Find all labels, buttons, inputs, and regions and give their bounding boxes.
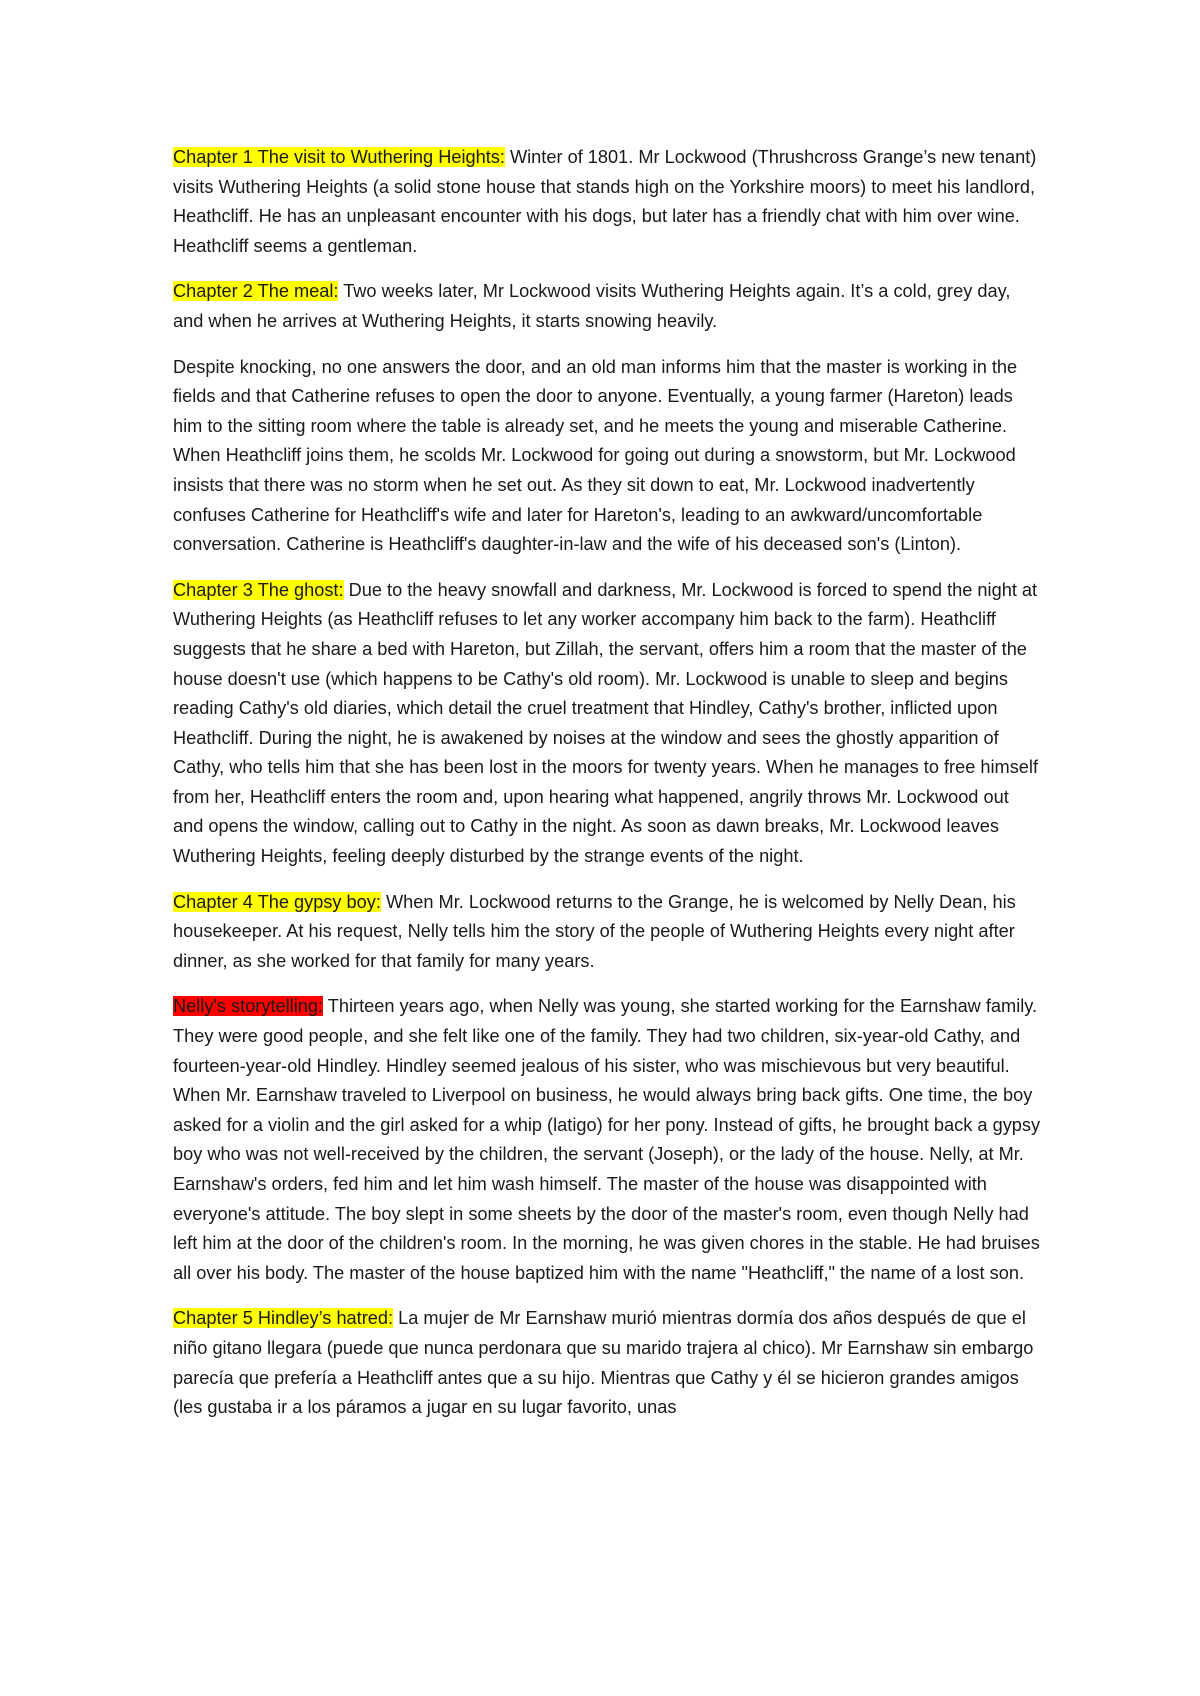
chapter-4-body: When Mr. Lockwood returns to the Grange, he is welcomed by Nelly Dean, his housekeeper. At his request, Nelly tells him the story of the people of Wuthering Heights every night after dinner, as she worked for that family for many years. [173, 891, 1016, 971]
chapter-2-body: Two weeks later, Mr Lockwood visits Wuthering Heights again. It’s a cold, grey day, and when he arrives at Wuthering Heights, it starts snowing heavily. [173, 281, 1011, 331]
chapter-4-heading: Chapter 4 The gypsy boy: [173, 891, 381, 912]
chapter-3-body: Due to the heavy snowfall and darkness, Mr. Lockwood is forced to spend the night at Wuthering Heights (as Heathcliff refuses to let any worker accompany him back to the farm). Heathcliff suggests that he share a bed with Hareton, but Zillah, the servant, offers him a room that the master of the house doesn't use (which happens to be Cathy's old room). Mr. Lockwood is unable to sleep and begins reading Cathy's old diaries, which detail the cruel treatment that Hindley, Cathy's brother, inflicted upon Heathcliff. During the night, he is awakened by noises at the window and sees the ghostly apparition of Cathy, who tells him that she has been lost in the moors for twenty years. When he manages to free himself from her, Heathcliff enters the room and, upon hearing what happened, angrily throws Mr. Lockwood out and opens the window, calling out to Cathy in the night. As soon as dawn breaks, Mr. Lockwood leaves Wuthering Heights, feeling deeply disturbed by the strange events of the night. [173, 579, 1038, 867]
paragraph-chapter-1 [173, 143, 1043, 261]
paragraph-chapter-3 [173, 576, 1043, 872]
paragraph-chapter-5 [173, 1304, 1043, 1422]
paragraph-nellys-storytelling [173, 992, 1043, 1288]
chapter-5-heading: Chapter 5 Hindley’s hatred: [173, 1308, 394, 1329]
chapter-5-body: La mujer de Mr Earnshaw murió mientras dormía dos años después de que el niño gitano llegara (puede que nunca perdonara que su marido trajera al chico). Mr Earnshaw sin embargo parecía que prefería a Heathcliff antes que a su hijo. Mientras que Cathy y él se hicieron grandes amigos (les gustaba ir a los páramos a jugar en su lugar favorito, unas [173, 1308, 1034, 1418]
nellys-storytelling-body: Thirteen years ago, when Nelly was young, she started working for the Earnshaw family. They were good people, and she felt like one of the family. They had two children, six-year-old Cathy, and fourteen-year-old Hindley. Hindley seemed jealous of his sister, who was mischievous but very beautiful. When Mr. Earnshaw traveled to Liverpool on business, he would always bring back gifts. One time, the boy asked for a violin and the girl asked for a whip (latigo) for her pony. Instead of gifts, he brought back a gypsy boy who was not well-received by the children, the servant (Joseph), or the lady of the house. Nelly, at Mr. Earnshaw's orders, fed him and let him wash himself. The master of the house was disappointed with everyone's attitude. The boy slept in some sheets by the door of the master's room, even though Nelly had left him at the door of the children's room. In the morning, he was given chores in the stable. He had bruises all over his body. The master of the house baptized him with the name "Heathcliff," the name of a lost son. [173, 996, 1041, 1283]
chapter-3-heading: Chapter 3 The ghost: [173, 579, 344, 600]
paragraph-chapter-4 [173, 888, 1043, 977]
document-page [173, 143, 1043, 1439]
nellys-storytelling-heading: Nelly's storytelling: [173, 996, 324, 1017]
chapter-1-heading: Chapter 1 The visit to Wuthering Heights: [173, 147, 505, 167]
chapter-2-continued-body: Despite knocking, no one answers the door, and an old man informs him that the master is working in the fields and that Catherine refuses to open the door to anyone. Eventually, a young farmer (Hareton) leads him to the sitting room where the table is already set, and he meets the young and miserable Catherine. When Heathcliff joins them, he scolds Mr. Lockwood for going out during a snowstorm, but Mr. Lockwood insists that there was no storm when he set out. As they sit down to eat, Mr. Lockwood inadvertently confuses Catherine for Heathcliff's wife and later for Hareton's, leading to an awkward/uncomfortable conversation. Catherine is Heathcliff's daughter-in-law and the wife of his deceased son's (Linton). [173, 356, 1018, 555]
paragraph-chapter-2-continued [173, 353, 1043, 560]
paragraph-chapter-2 [173, 277, 1043, 336]
chapter-2-heading: Chapter 2 The meal: [173, 281, 339, 302]
chapter-1-body: Winter of 1801. Mr Lockwood (Thrushcross Grange’s new tenant) visits Wuthering Heights (a solid stone house that stands high on the Yorkshire moors) to meet his landlord, Heathcliff. He has an unpleasant encounter with his dogs, but later has a friendly chat with him over wine. Heathcliff seems a gentleman. [173, 147, 1037, 256]
